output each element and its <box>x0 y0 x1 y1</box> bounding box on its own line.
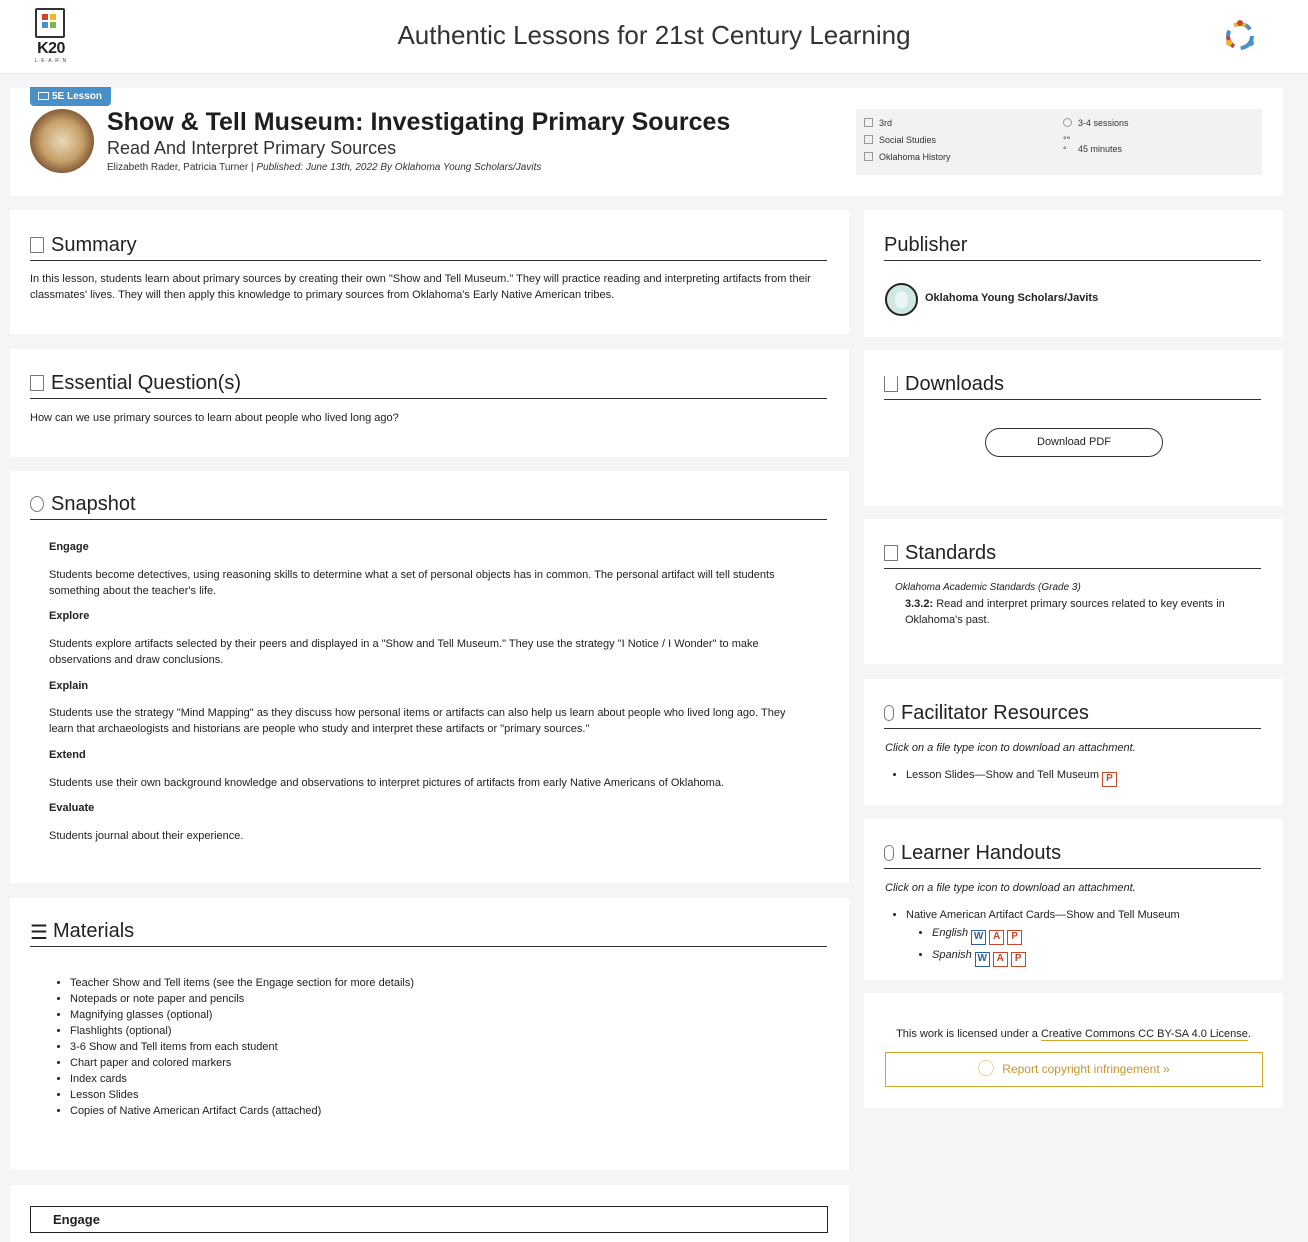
word-file-icon[interactable]: W <box>971 930 986 945</box>
downloads-heading <box>884 372 1261 400</box>
lesson-byline <box>107 162 541 173</box>
list-item <box>906 907 1180 967</box>
dots-icon: °°° <box>1063 135 1071 155</box>
lesson-subtitle: Read And Interpret Primary Sources <box>107 138 397 158</box>
materials-heading <box>30 919 827 947</box>
download-pdf-button[interactable]: Download PDF <box>985 428 1163 457</box>
standard-code: 3.3.2: <box>905 598 934 610</box>
summary-text: In this lesson, students learn about primary sources by creating their own "Show and Tell Museum." They will practice reading and interpreting artifacts from their classmates' lives. They will then apply this knowledge to primary sources from Oklahoma's Early Native American tribes. <box>30 273 811 301</box>
materials-list <box>70 975 414 1119</box>
camera-icon <box>30 496 44 512</box>
lesson-title: Show & Tell Museum: Investigating Primary Sources <box>107 108 731 136</box>
duration-label: 45 minutes <box>1078 144 1123 154</box>
essential-questions-card <box>10 349 849 457</box>
logo-subtext: L·E·A·R·N <box>34 58 68 64</box>
list-item: • Magnifying glasses (optional) <box>70 1007 414 1023</box>
facilitator-heading <box>884 701 1261 729</box>
duration-item <box>1063 135 1122 154</box>
byline-separator: | <box>250 162 254 173</box>
report-infringement-button[interactable] <box>885 1052 1263 1087</box>
license-card <box>864 993 1283 1108</box>
facilitator-heading-label: Facilitator Resources <box>901 702 1089 724</box>
publisher-name[interactable]: Oklahoma Young Scholars/Javits <box>925 292 1099 304</box>
learner-list <box>906 907 1180 967</box>
standards-framework: Oklahoma Academic Standards (Grade 3) <box>895 582 1081 593</box>
standards-heading <box>884 541 1261 569</box>
standard-text: Read and interpret primary sources related to key events in Oklahoma's past. <box>905 598 1225 626</box>
standards-heading-label: Standards <box>905 542 997 564</box>
downloads-card <box>864 350 1283 506</box>
phase-description: Students become detectives, using reasoning skills to determine what a set of personal objects has in common. The personal artifact will tell students something about the teacher's life. <box>49 569 775 597</box>
school-icon <box>864 118 873 127</box>
list-item <box>932 947 1180 967</box>
lesson-hero <box>10 88 1283 196</box>
license-text <box>864 1026 1283 1042</box>
license-suffix: . <box>1247 1028 1251 1040</box>
lesson-image <box>30 109 94 173</box>
resource-title: Native American Artifact Cards—Show and Tell Museum <box>906 909 1180 921</box>
book-icon <box>38 92 49 100</box>
top-bar <box>0 0 1308 74</box>
summary-heading <box>30 233 827 261</box>
book-icon <box>864 152 873 161</box>
paperclip-icon <box>884 705 894 721</box>
license-prefix: This work is licensed under a <box>896 1028 1038 1040</box>
snapshot-heading <box>30 492 827 520</box>
license-link[interactable]: Creative Commons CC BY-SA 4.0 License <box>1040 1028 1248 1040</box>
phase-title: Explore <box>49 610 90 622</box>
summary-card <box>10 210 849 334</box>
logo-text: K20 <box>37 40 65 57</box>
powerpoint-file-icon[interactable]: P <box>1011 952 1026 967</box>
essential-heading <box>30 371 827 399</box>
pdf-file-icon[interactable]: A <box>993 952 1008 967</box>
learner-handouts-card <box>864 819 1283 980</box>
publisher-heading: Publisher <box>884 233 1261 261</box>
subject-label: Social Studies <box>879 135 937 145</box>
phase-description: Students use the strategy "Mind Mapping" as they discuss how personal items or artifacts can also help us learn about people who lived long ago. They learn that archaeologists and historians are people who study and interpret these artifacts or "primary sources." <box>49 707 786 735</box>
k20-ring-icon[interactable] <box>1223 19 1257 53</box>
document-icon <box>30 375 44 391</box>
lightbulb-icon <box>895 291 908 308</box>
list-item: • 3-6 Show and Tell items from each student <box>70 1039 414 1055</box>
presentation-icon <box>864 135 873 144</box>
list-item: • Chart paper and colored markers <box>70 1055 414 1071</box>
lesson-authors: Elizabeth Rader, Patricia Turner <box>107 162 249 173</box>
language-label: Spanish <box>932 949 972 961</box>
list-item: • Index cards <box>70 1071 414 1087</box>
phase-title: Engage <box>49 541 89 553</box>
facilitator-list <box>906 767 1117 787</box>
materials-card <box>10 898 849 1170</box>
downloads-heading-label: Downloads <box>905 373 1004 395</box>
clock-icon <box>1063 118 1072 127</box>
list-item: • Copies of Native American Artifact Cards (attached) <box>70 1103 414 1119</box>
language-list <box>932 925 1180 967</box>
phase-title: Explain <box>49 680 89 692</box>
phase-title: Evaluate <box>49 802 95 814</box>
paperclip-icon <box>884 845 894 861</box>
list-icon: ☰ <box>30 922 48 944</box>
facilitator-hint: Click on a file type icon to download an attachment. <box>885 742 1136 754</box>
learner-hint: Click on a file type icon to download an attachment. <box>885 882 1136 894</box>
lesson-type-badge <box>30 87 111 106</box>
engage-section-heading[interactable]: Engage <box>30 1206 828 1233</box>
list-item: • Lesson Slides <box>70 1087 414 1103</box>
phase-description: Students journal about their experience. <box>49 830 244 842</box>
grade-label: 3rd <box>879 118 893 128</box>
essential-text: How can we use primary sources to learn about people who lived long ago? <box>30 412 399 424</box>
standard-entry <box>905 596 1255 628</box>
summary-heading-label: Summary <box>51 234 137 256</box>
powerpoint-file-icon[interactable]: P <box>1007 930 1022 945</box>
list-item <box>906 767 1117 787</box>
subject-item <box>864 135 936 145</box>
language-label: English <box>932 927 969 939</box>
phase-description: Students explore artifacts selected by their peers and displayed in a "Show and Tell Museum." They use the strategy "I Notice / I Wonder" to make observations and draw conclusions. <box>49 638 759 666</box>
sessions-item <box>1063 118 1129 128</box>
document-icon <box>30 237 44 253</box>
lesson-meta-box <box>856 109 1262 175</box>
powerpoint-file-icon[interactable]: P <box>1102 772 1117 787</box>
course-item <box>864 152 951 162</box>
copyright-icon <box>978 1060 994 1076</box>
snapshot-card <box>10 471 849 883</box>
facilitator-resources-card <box>864 679 1283 805</box>
phase-title: Extend <box>49 749 86 761</box>
badge-label: 5E Lesson <box>52 91 103 102</box>
publisher-card <box>864 210 1283 337</box>
snapshot-heading-label: Snapshot <box>51 493 136 515</box>
phase-description: Students use their own background knowledge and observations to interpret pictures of artifacts from early Native Americans of Oklahoma. <box>49 777 725 789</box>
list-item: • Flashlights (optional) <box>70 1023 414 1039</box>
pdf-file-icon[interactable]: A <box>989 930 1004 945</box>
standards-card <box>864 519 1283 664</box>
sessions-label: 3-4 sessions <box>1078 118 1129 128</box>
download-icon <box>884 376 898 392</box>
course-label: Oklahoma History <box>879 152 951 162</box>
site-title: Authentic Lessons for 21st Century Learning <box>397 20 911 50</box>
learner-heading <box>884 841 1261 869</box>
grade-item <box>864 118 892 128</box>
clipboard-icon <box>884 545 898 561</box>
engage-section-card <box>10 1185 849 1242</box>
list-item: • Teacher Show and Tell items (see the Engage section for more details) <box>70 975 414 991</box>
report-label: Report copyright infringement » <box>1002 1062 1170 1076</box>
materials-heading-label: Materials <box>53 920 135 942</box>
list-item: • Notepads or note paper and pencils <box>70 991 414 1007</box>
essential-heading-label: Essential Question(s) <box>51 372 242 394</box>
publisher-avatar[interactable] <box>885 283 918 316</box>
list-item <box>932 925 1180 945</box>
learner-heading-label: Learner Handouts <box>901 842 1062 864</box>
resource-title: Lesson Slides—Show and Tell Museum <box>906 769 1100 781</box>
word-file-icon[interactable]: W <box>975 952 990 967</box>
lesson-published: Published: June 13th, 2022 By Oklahoma Young Scholars/Javits <box>256 162 542 173</box>
